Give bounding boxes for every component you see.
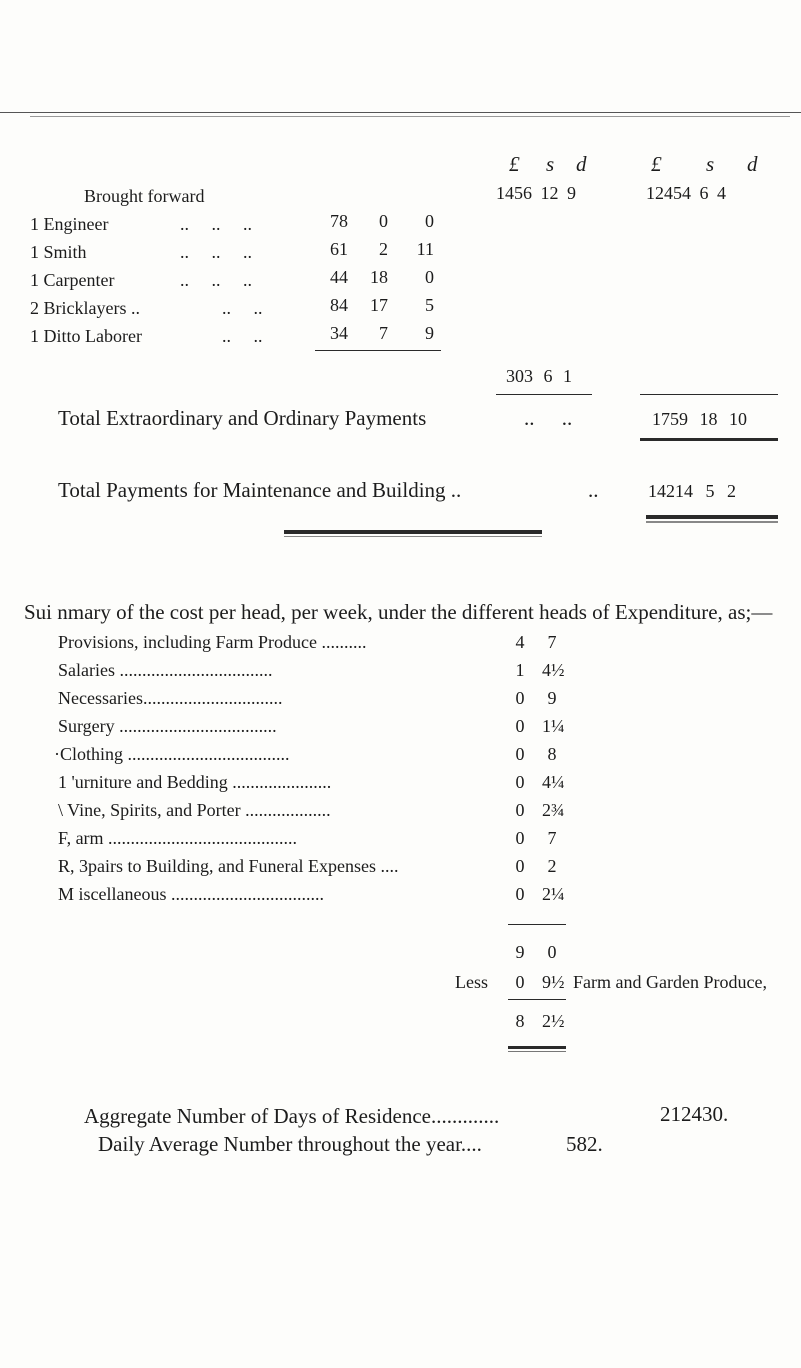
staff-dots: .. .. .. (180, 214, 252, 234)
summary-label: Surgery ................................... (58, 716, 277, 736)
aggregate-value: 212430. (660, 1102, 729, 1126)
brought-forward-col2: 12454 6 4 (646, 183, 726, 203)
staff-pence: 5 (425, 295, 434, 315)
daily-average-label: Daily Average Number throughout the year.... (98, 1132, 482, 1156)
summary-less-shillings: 0 (515, 972, 525, 992)
total-payments-double-rule-2 (646, 521, 778, 523)
total-payments-label: Total Payments for Maintenance and Building .. (58, 478, 462, 502)
summary-pence: 7 (547, 632, 557, 652)
header-pound-1: £ (509, 152, 520, 176)
section-divider (284, 530, 542, 534)
summary-label: Provisions, including Farm Produce .......... (58, 632, 367, 652)
summary-net-double-rule (508, 1046, 566, 1049)
summary-net-pence: 2½ (542, 1011, 565, 1031)
summary-total-shillings: 9 (515, 942, 525, 962)
daily-average-value: 582. (566, 1132, 603, 1156)
staff-pounds: 78 (330, 211, 348, 231)
staff-pence: 11 (416, 239, 434, 259)
staff-shillings: 17 (370, 295, 388, 315)
aggregate-label: Aggregate Number of Days of Residence............. (84, 1104, 500, 1128)
staff-pence: 0 (425, 211, 434, 231)
summary-heading: Sui nmary of the cost per head, per week, under the different heads of Expenditure, as;— (24, 600, 773, 624)
staff-shillings: 2 (379, 239, 388, 259)
staff-subtotal: 303 6 1 (506, 366, 572, 386)
staff-sum-rule (315, 350, 441, 351)
summary-net-shillings: 8 (515, 1011, 525, 1031)
summary-pence: 2 (547, 856, 557, 876)
header-shilling-1: s (546, 152, 555, 176)
staff-dots: .. .. (222, 326, 263, 346)
summary-label: Necessaries............................... (58, 688, 283, 708)
header-shilling-2: s (706, 152, 715, 176)
total-extraordinary-value: 1759 18 10 (652, 409, 747, 429)
summary-total-pence: 0 (547, 942, 557, 962)
summary-label: F, arm .......................................... (58, 828, 298, 848)
summary-pence: 4¼ (542, 772, 565, 792)
total-payments-value: 14214 5 2 (648, 481, 736, 501)
summary-pence: 7 (547, 828, 557, 848)
summary-label: 1 'urniture and Bedding ...................... (58, 772, 332, 792)
col2-rule (496, 394, 592, 395)
staff-label: 2 Bricklayers .. (30, 298, 140, 318)
staff-pence: 9 (425, 323, 434, 343)
summary-less-note: Farm and Garden Produce, (573, 972, 767, 992)
total-extraordinary-label: Total Extraordinary and Ordinary Payments (58, 406, 427, 430)
staff-pounds: 61 (330, 239, 348, 259)
summary-pence: 9 (547, 688, 557, 708)
staff-shillings: 18 (370, 267, 388, 287)
staff-pounds: 44 (330, 267, 348, 287)
staff-dots: .. .. .. (180, 242, 252, 262)
total-double-rule (640, 438, 778, 441)
summary-label: \ Vine, Spirits, and Porter ................... (58, 800, 331, 820)
staff-pence: 0 (425, 267, 434, 287)
summary-label: Salaries .................................. (58, 660, 273, 680)
summary-label: R, 3pairs to Building, and Funeral Expenses .... (58, 856, 399, 876)
staff-dots: .. .. .. (180, 270, 252, 290)
summary-net-rule (508, 999, 566, 1000)
summary-shillings: 0 (515, 800, 525, 820)
section-divider-2 (284, 536, 542, 537)
staff-shillings: 7 (379, 323, 388, 343)
brought-forward-col1: 1456 12 9 (496, 183, 576, 203)
staff-dots: .. .. (222, 298, 263, 318)
staff-label: 1 Engineer (30, 214, 109, 234)
summary-less-pence: 9½ (542, 972, 565, 992)
staff-pounds: 84 (330, 295, 348, 315)
summary-shillings: 0 (515, 716, 525, 736)
summary-pence: 2¼ (542, 884, 565, 904)
top-rule (0, 112, 801, 113)
staff-label: 1 Smith (30, 242, 87, 262)
summary-shillings: 0 (515, 828, 525, 848)
col3-rule (640, 394, 778, 395)
header-pound-2: £ (651, 152, 662, 176)
staff-shillings: 0 (379, 211, 388, 231)
staff-label: 1 Ditto Laborer (30, 326, 142, 346)
summary-net-double-rule-2 (508, 1051, 566, 1052)
summary-label: M iscellaneous .................................. (58, 884, 324, 904)
summary-pence: 8 (547, 744, 557, 764)
summary-shillings: 0 (515, 744, 525, 764)
summary-pence: 1¼ (542, 716, 565, 736)
top-rule-2 (30, 116, 790, 117)
brought-forward-label: Brought forward (84, 186, 205, 206)
total-extraordinary-dots: .. .. (524, 406, 573, 430)
summary-shillings: 4 (515, 632, 525, 652)
summary-label: ·Clothing .................................... (54, 744, 290, 764)
summary-pence: 2¾ (542, 800, 565, 820)
staff-label: 1 Carpenter (30, 270, 115, 290)
summary-sum-rule (508, 924, 566, 925)
summary-shillings: 0 (515, 884, 525, 904)
summary-shillings: 0 (515, 772, 525, 792)
summary-pence: 4½ (542, 660, 565, 680)
summary-shillings: 0 (515, 856, 525, 876)
header-pence-2: d (747, 152, 758, 176)
staff-pounds: 34 (330, 323, 348, 343)
summary-shillings: 1 (515, 660, 525, 680)
summary-less-label: Less (455, 972, 488, 992)
total-payments-double-rule (646, 515, 778, 519)
summary-shillings: 0 (515, 688, 525, 708)
header-pence-1: d (576, 152, 587, 176)
total-payments-dots: .. (588, 478, 599, 502)
